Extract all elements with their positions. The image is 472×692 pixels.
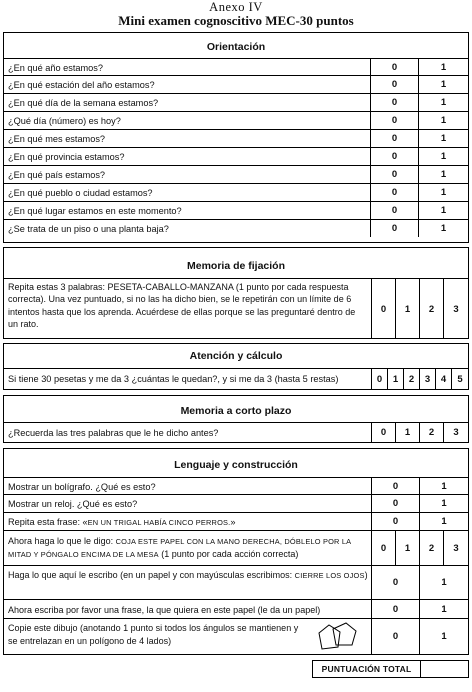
orientacion-question: ¿En qué país estamos?	[8, 170, 106, 180]
section-title-orientacion: Orientación	[206, 41, 266, 53]
orientacion-question: ¿Qué día (número) es hoy?	[8, 116, 121, 126]
orientacion-row	[4, 148, 468, 166]
total-label: PUNTUACIÓN TOTAL	[321, 664, 412, 674]
score-cell[interactable]: 0	[370, 59, 418, 76]
section-title-atencion: Atención y cálculo	[189, 350, 283, 362]
form-title: Mini examen cognoscitivo MEC-30 puntos	[118, 13, 354, 28]
orientacion-row	[4, 166, 468, 184]
score-cell[interactable]: 1	[418, 148, 468, 165]
section-title-memoria-corto: Memoria a corto plazo	[180, 405, 292, 417]
score-cell[interactable]: 1	[387, 369, 403, 389]
score-cell[interactable]: 0	[371, 531, 395, 565]
lenguaje-row	[4, 495, 468, 513]
atencion-text: Si tiene 30 pesetas y me da 3 ¿cuántas le quedan?, y si me da 3 (hasta 5 restas)	[8, 374, 339, 384]
score-cell[interactable]: 0	[370, 166, 418, 183]
section-title-memoria-fijacion: Memoria de fijación	[186, 260, 286, 272]
lenguaje-row	[4, 619, 468, 654]
lenguaje-text: Mostrar un bolígrafo. ¿Qué es esto?	[8, 482, 156, 492]
score-cell[interactable]: 1	[418, 184, 468, 201]
orientacion-question: ¿En qué año estamos?	[8, 63, 103, 73]
total-score-box	[312, 660, 469, 678]
annex-label: Anexo IV	[209, 0, 263, 14]
score-cell[interactable]: 0	[371, 279, 395, 339]
score-cell[interactable]: 3	[443, 423, 468, 442]
lenguaje-text	[8, 569, 370, 582]
orientacion-question: ¿En qué mes estamos?	[8, 134, 106, 144]
score-cell[interactable]: 1	[418, 130, 468, 147]
orientacion-question: ¿En qué lugar estamos en este momento?	[8, 206, 182, 216]
lenguaje-text: Copie este dibujo (anotando 1 punto si todos los ángulos se mantienen y se entrelazan en un polígono de 4 lados)	[8, 623, 299, 646]
score-cell[interactable]: 1	[419, 600, 468, 618]
memoria-fijacion-section	[3, 247, 469, 339]
score-cell[interactable]: 2	[419, 423, 443, 442]
score-cell[interactable]: 1	[418, 59, 468, 76]
score-cell[interactable]: 1	[395, 531, 419, 565]
prompt-text: (1 punto por cada acción correcta)	[158, 549, 299, 559]
memoria-corto-section	[3, 395, 469, 443]
lenguaje-row	[4, 600, 468, 619]
orientacion-row	[4, 112, 468, 130]
score-cell[interactable]: 0	[371, 495, 419, 512]
score-cell[interactable]: 1	[395, 423, 419, 442]
score-cell[interactable]: 0	[370, 220, 418, 237]
lenguaje-row	[4, 566, 468, 600]
atencion-section	[3, 343, 469, 390]
phrase-text: EN UN TRIGAL HABÍA CINCO PERROS.	[87, 518, 231, 527]
prompt-text: »	[230, 517, 236, 527]
score-cell[interactable]: 0	[370, 94, 418, 111]
score-cell[interactable]: 1	[418, 202, 468, 219]
prompt-text: Ahora haga lo que le digo:	[8, 536, 116, 546]
instruction-text: CIERRE LOS OJOS	[294, 571, 365, 580]
score-cell[interactable]: 1	[418, 166, 468, 183]
score-cell[interactable]: 2	[403, 369, 419, 389]
score-cell[interactable]: 3	[443, 279, 468, 339]
score-cell[interactable]: 5	[451, 369, 468, 389]
orientacion-question: ¿En qué día de la semana estamos?	[8, 98, 159, 108]
orientacion-row	[4, 76, 468, 94]
score-cell[interactable]: 0	[370, 76, 418, 93]
orientacion-row	[4, 58, 468, 76]
lenguaje-section	[3, 448, 469, 655]
score-cell[interactable]: 2	[419, 279, 443, 339]
lenguaje-text: Ahora escriba por favor una frase, la que quiera en este papel (le da un papel)	[8, 605, 321, 615]
overlapping-pentagons-drawing	[316, 621, 362, 653]
score-cell[interactable]: 1	[395, 279, 419, 339]
score-cell[interactable]: 0	[371, 600, 419, 618]
orientacion-row	[4, 202, 468, 220]
score-cell[interactable]: 1	[418, 220, 468, 237]
instruction-text: COJA ESTE PAPEL CON LA MANO DERECHA, DÓBLELO POR LA MITAD Y PÓNGALO ENCIMA DE LA MESA	[8, 537, 351, 559]
orientacion-question: ¿En qué estación del año estamos?	[8, 80, 155, 90]
score-cell[interactable]: 0	[370, 184, 418, 201]
score-cell[interactable]: 0	[370, 202, 418, 219]
score-cell[interactable]: 1	[419, 495, 468, 512]
prompt-text: )	[364, 570, 368, 580]
total-score-field[interactable]	[420, 661, 469, 677]
score-cell[interactable]: 0	[371, 423, 395, 442]
score-cell[interactable]: 4	[435, 369, 451, 389]
prompt-text: Haga lo que aquí le escribo (en un papel y con mayúsculas escribimos:	[8, 570, 295, 580]
memoria-corto-text: ¿Recuerda las tres palabras que le he dicho antes?	[8, 428, 219, 438]
section-title-lenguaje: Lenguaje y construcción	[174, 459, 298, 471]
memoria-fijacion-text: Repita estas 3 palabras: PESETA-CABALLO-MANZANA (1 punto por cada respuesta correcta). Una vez puntuado, si no las ha dicho bien, se le repetirán con un límite de 6 intentos hasta que los aprenda. Acuérdese de ellas porque se las preguntaré dentro de un rato.	[8, 282, 356, 329]
orientacion-question: ¿Se trata de un piso o una planta baja?	[8, 224, 169, 234]
score-cell[interactable]: 1	[418, 112, 468, 129]
score-cell[interactable]: 2	[419, 531, 443, 565]
orientacion-row	[4, 220, 468, 238]
score-cell[interactable]: 0	[371, 478, 419, 495]
score-cell[interactable]: 0	[371, 566, 419, 599]
score-cell[interactable]: 3	[443, 531, 468, 565]
score-cell[interactable]: 1	[418, 76, 468, 93]
lenguaje-row	[4, 477, 468, 495]
score-cell[interactable]: 1	[419, 478, 468, 495]
orientacion-row	[4, 130, 468, 148]
lenguaje-row	[4, 531, 468, 566]
score-cell[interactable]: 0	[370, 130, 418, 147]
orientacion-question: ¿En qué provincia estamos?	[8, 152, 125, 162]
lenguaje-row	[4, 513, 468, 531]
lenguaje-text	[8, 535, 370, 561]
memoria-corto-row	[4, 422, 468, 442]
score-cell[interactable]: 3	[419, 369, 435, 389]
score-cell[interactable]: 1	[418, 94, 468, 111]
score-cell[interactable]: 0	[371, 369, 387, 389]
orientacion-row	[4, 94, 468, 112]
orientacion-question: ¿En qué pueblo o ciudad estamos?	[8, 188, 153, 198]
score-cell[interactable]: 1	[419, 619, 468, 654]
score-cell[interactable]: 0	[370, 148, 418, 165]
orientacion-row	[4, 184, 468, 202]
lenguaje-text: Mostrar un reloj. ¿Qué es esto?	[8, 499, 138, 509]
prompt-text: Repita esta frase: «	[8, 517, 88, 527]
score-cell[interactable]: 1	[419, 566, 468, 599]
atencion-row	[4, 368, 468, 389]
memoria-fijacion-row	[4, 278, 468, 340]
lenguaje-text	[8, 516, 236, 529]
score-cell[interactable]: 0	[371, 619, 419, 654]
score-cell[interactable]: 1	[419, 513, 468, 530]
score-cell[interactable]: 0	[370, 112, 418, 129]
score-cell[interactable]: 0	[371, 513, 419, 530]
